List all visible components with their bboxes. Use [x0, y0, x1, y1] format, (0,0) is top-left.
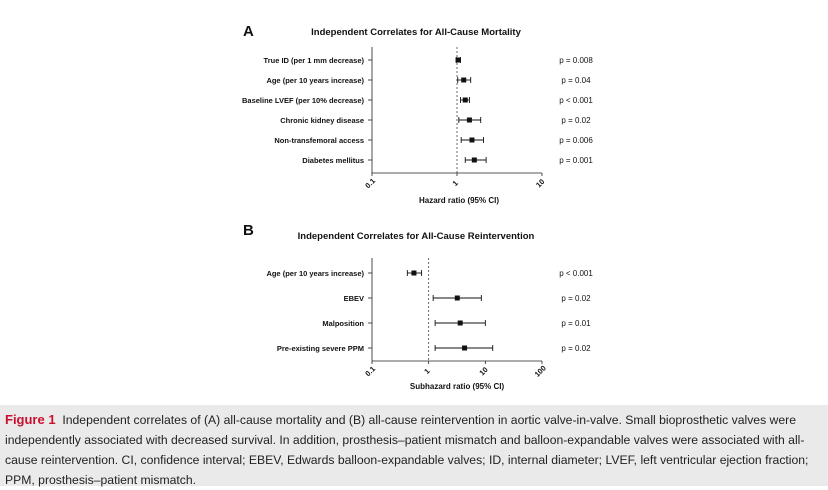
x-tick-label: 10 [477, 365, 490, 378]
p-value: p = 0.001 [559, 156, 593, 165]
figure-label: Figure 1 [5, 412, 56, 427]
row-label: Age (per 10 years increase) [266, 76, 364, 85]
point-estimate [462, 346, 467, 351]
p-value: p < 0.001 [559, 269, 593, 278]
p-value: p = 0.04 [561, 76, 591, 85]
row-label: True ID (per 1 mm decrease) [263, 56, 364, 65]
row-label: Non-transfemoral access [274, 136, 364, 145]
x-tick-label: 0.1 [363, 364, 378, 379]
row-label: Age (per 10 years increase) [266, 269, 364, 278]
row-label: Diabetes mellitus [302, 156, 364, 165]
point-estimate [455, 296, 460, 301]
panel-title: Independent Correlates for All-Cause Mortality [311, 27, 521, 38]
point-estimate [463, 98, 468, 103]
row-label: EBEV [343, 294, 364, 303]
point-estimate [469, 138, 474, 143]
point-estimate [456, 58, 461, 63]
x-tick-label: 1 [450, 178, 460, 188]
p-value: p < 0.001 [559, 96, 593, 105]
figure-caption [0, 405, 828, 486]
point-estimate [458, 321, 463, 326]
p-value: p = 0.02 [561, 116, 591, 125]
point-estimate [411, 271, 416, 276]
x-axis-label: Hazard ratio (95% CI) [418, 196, 500, 205]
panel-letter: B [243, 222, 254, 239]
point-estimate [467, 118, 472, 123]
point-estimate [461, 78, 466, 83]
x-tick-label: 0.1 [363, 176, 378, 191]
x-tick-label: 10 [534, 177, 547, 190]
p-value: p = 0.02 [561, 294, 591, 303]
p-value: p = 0.01 [561, 319, 591, 328]
row-label: Baseline LVEF (per 10% decrease) [242, 96, 364, 105]
row-label: Chronic kidney disease [280, 116, 364, 125]
row-label: Pre-existing severe PPM [276, 344, 364, 353]
caption-text: Independent correlates of (A) all-cause mortality and (B) all-cause reintervention in aortic valve-in-valve. Small bioprosthetic valves were independently associated with decreased survival. In addition, prosthesis–patient mismatch and balloon-expandable valves were associated with all-cause reintervention. CI, confidence interval; EBEV, Edwards balloon-expandable valves; ID, internal diameter; LVEF, left ventricular ejection fraction; PPM, prosthesis–patient mismatch. [5, 413, 809, 487]
x-axis-label: Subhazard ratio (95% CI) [409, 382, 505, 391]
row-label: Malposition [322, 319, 364, 328]
x-tick-label: 100 [532, 363, 548, 379]
panel-title: Independent Correlates for All-Cause Reintervention [297, 231, 535, 242]
p-value: p = 0.02 [561, 344, 591, 353]
x-tick-label: 1 [422, 366, 432, 376]
panel-letter: A [243, 23, 254, 40]
p-value: p = 0.008 [559, 56, 593, 65]
p-value: p = 0.006 [559, 136, 593, 145]
point-estimate [472, 158, 477, 163]
